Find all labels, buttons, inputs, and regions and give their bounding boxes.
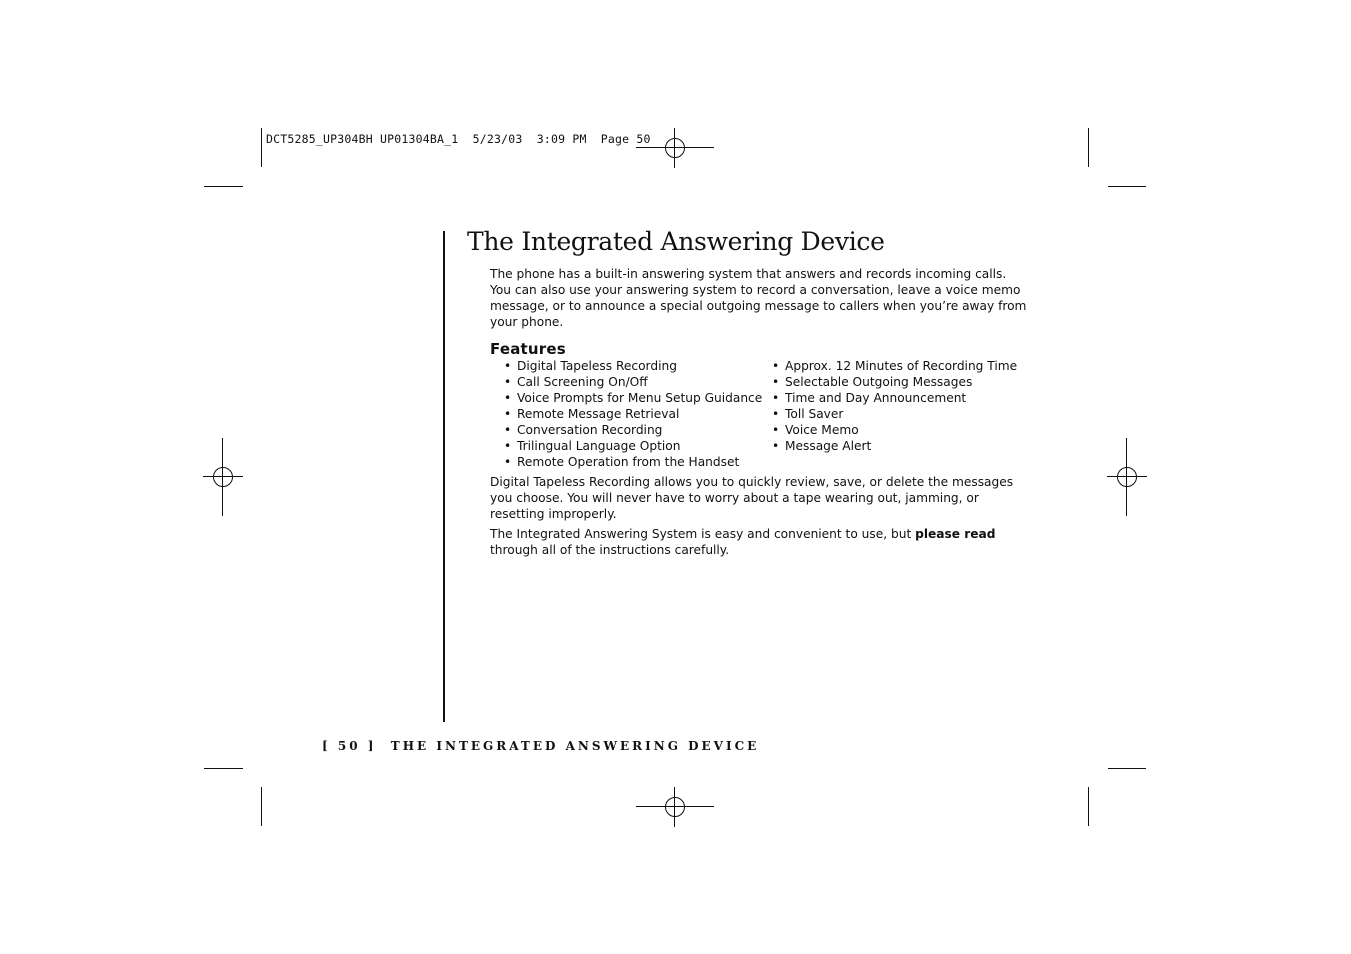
bullet-icon: •	[504, 423, 512, 437]
please-read-text-after: through all of the instructions carefully.	[490, 543, 730, 557]
bullet-icon: •	[772, 391, 780, 405]
bullet-icon: •	[504, 407, 512, 421]
feature-label: Trilingual Language Option	[517, 439, 681, 453]
page-number: [ 50 ]	[322, 739, 377, 753]
features-column-left	[504, 358, 772, 470]
feature-item	[772, 390, 1017, 406]
feature-item	[504, 358, 772, 374]
bullet-icon: •	[772, 439, 780, 453]
feature-label: Remote Message Retrieval	[517, 407, 680, 421]
feature-label: Call Screening On/Off	[517, 375, 648, 389]
crop-mark-bottom-left-vertical	[261, 787, 262, 826]
crop-mark-top-right-vertical	[1088, 128, 1089, 167]
please-read-text-before: The Integrated Answering System is easy and convenient to use, but	[490, 527, 916, 541]
features-heading: Features	[490, 340, 566, 358]
features-list	[490, 358, 1030, 470]
registration-mark-bottom	[636, 787, 714, 827]
bullet-icon: •	[504, 439, 512, 453]
feature-label: Voice Prompts for Menu Setup Guidance	[517, 391, 763, 405]
margin-rule	[443, 231, 445, 722]
bullet-icon: •	[504, 455, 512, 469]
bullet-icon: •	[504, 391, 512, 405]
crop-mark-bottom-right-horizontal	[1108, 768, 1146, 769]
feature-item	[504, 374, 772, 390]
bullet-icon: •	[772, 375, 780, 389]
features-column-right	[772, 358, 1017, 470]
feature-label: Voice Memo	[785, 423, 859, 437]
crop-mark-top-left-vertical	[261, 128, 262, 167]
tapeless-recording-paragraph: Digital Tapeless Recording allows you to quickly review, save, or delete the messages you choose. You will never have to worry about a tape wearing out, jamming, or resetting improperly.	[490, 475, 1014, 521]
feature-item	[772, 358, 1017, 374]
main-content	[490, 266, 1030, 558]
feature-label: Digital Tapeless Recording	[517, 359, 677, 373]
feature-item	[772, 374, 1017, 390]
crop-mark-bottom-right-vertical	[1088, 787, 1089, 826]
feature-label: Toll Saver	[785, 407, 844, 421]
feature-item	[504, 390, 772, 406]
crop-mark-top-right-horizontal	[1108, 186, 1146, 187]
printer-slug-line: DCT5285_UP304BH UP01304BA_1 5/23/03 3:09 PM Page 50	[266, 132, 651, 146]
please-read-paragraph	[490, 526, 1030, 558]
bullet-icon: •	[504, 375, 512, 389]
feature-item	[504, 422, 772, 438]
page-title: The Integrated Answering Device	[467, 227, 885, 256]
feature-item	[504, 406, 772, 422]
bullet-icon: •	[772, 423, 780, 437]
feature-item	[772, 406, 1017, 422]
bullet-icon: •	[504, 359, 512, 373]
feature-item	[772, 438, 1017, 454]
feature-label: Selectable Outgoing Messages	[785, 375, 973, 389]
feature-label: Time and Day Announcement	[785, 391, 967, 405]
feature-item	[504, 454, 772, 470]
feature-item	[772, 422, 1017, 438]
please-read-emphasis: please read	[915, 527, 996, 541]
feature-label: Approx. 12 Minutes of Recording Time	[785, 359, 1018, 373]
feature-item	[504, 438, 772, 454]
intro-paragraph: The phone has a built-in answering system that answers and records incoming calls. You can also use your answering system to record a conversation, leave a voice memo message, or to announce a special outgoing message to callers when you’re away from your phone.	[490, 267, 1027, 329]
crop-mark-bottom-left-horizontal	[204, 768, 243, 769]
page-footer	[322, 739, 759, 753]
registration-mark-top	[636, 128, 714, 168]
feature-label: Remote Operation from the Handset	[517, 455, 740, 469]
bullet-icon: •	[772, 359, 780, 373]
crop-mark-top-left-horizontal	[204, 186, 243, 187]
bullet-icon: •	[772, 407, 780, 421]
feature-label: Conversation Recording	[517, 423, 663, 437]
registration-mark-left	[203, 438, 243, 516]
registration-mark-right	[1107, 438, 1147, 516]
footer-section-title: THE INTEGRATED ANSWERING DEVICE	[390, 739, 760, 753]
feature-label: Message Alert	[785, 439, 872, 453]
